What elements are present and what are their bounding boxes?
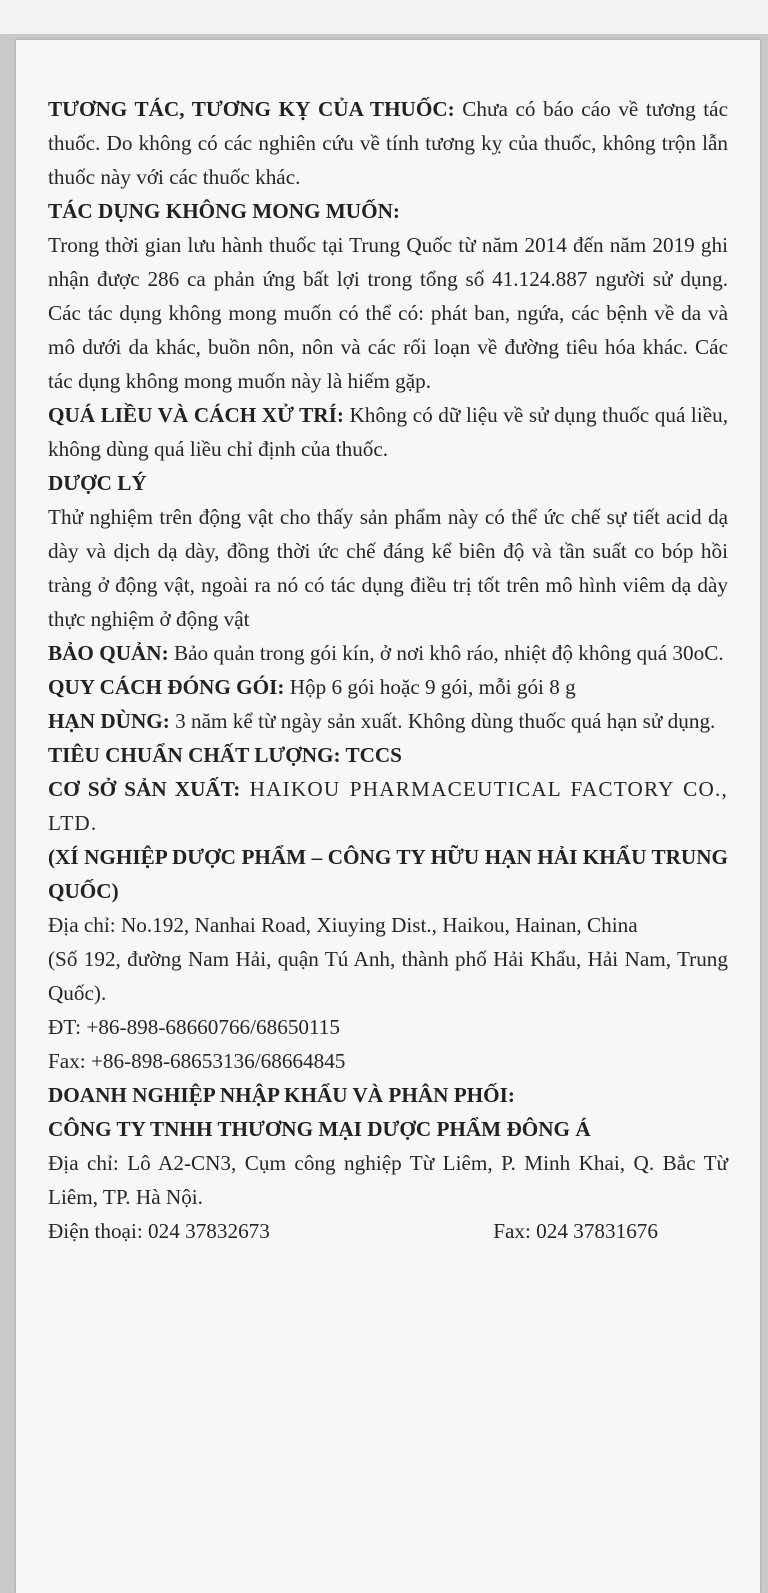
overdose-section xyxy=(48,398,728,466)
pharmacology-heading: DƯỢC LÝ xyxy=(48,471,147,495)
manufacturer-section xyxy=(48,772,728,840)
side-effects-text: Trong thời gian lưu hành thuốc tại Trung Quốc từ năm 2014 đến năm 2019 ghi nhận được 286 ca phản ứng bất lợi trong tổng số 41.124.887 người sử dụng. Các tác dụng không mong muốn có thể có: phát ban, ngứa, các bệnh về da và mô dưới da khác, buồn nôn, nôn và các rối loạn về đường tiêu hóa khác. Các tác dụng không mong muốn này là hiếm gặp. xyxy=(48,233,728,393)
manufacturer-label: CƠ SỞ SẢN XUẤT: xyxy=(48,777,241,801)
manufacturer-address: Địa chỉ: No.192, Nanhai Road, Xiuying Dist., Haikou, Hainan, China xyxy=(48,913,638,937)
manufacturer-fax: Fax: +86-898-68653136/68664845 xyxy=(48,1049,346,1073)
side-effects-heading: TÁC DỤNG KHÔNG MONG MUỐN: xyxy=(48,199,400,223)
packaging-label: QUY CÁCH ĐÓNG GÓI: xyxy=(48,675,285,699)
overdose-label: QUÁ LIỀU VÀ CÁCH XỬ TRÍ: xyxy=(48,403,344,427)
pharmacology-text: Thử nghiệm trên động vật cho thấy sản phẩm này có thể ức chế sự tiết acid dạ dày và dịch dạ dày, đồng thời ức chế đáng kể biên độ và tần suất co bóp hồi tràng ở động vật, ngoài ra nó có tác dụng điều trị tốt trên mô hình viêm dạ dày thực nghiệm ở động vật xyxy=(48,505,728,631)
shelf-life-text: 3 năm kể từ ngày sản xuất. Không dùng thuốc quá hạn sử dụng. xyxy=(169,709,716,733)
manufacturer-name: HAIKOU PHARMACEUTICAL FACTORY CO., LTD. xyxy=(48,777,729,835)
shelf-life-section xyxy=(48,704,728,738)
storage-text: Bảo quản trong gói kín, ở nơi khô ráo, nhiệt độ không quá 30oC. xyxy=(168,641,724,665)
leaflet-text xyxy=(48,92,728,1248)
importer-address: Địa chỉ: Lô A2-CN3, Cụm công nghiệp Từ Liêm, P. Minh Khai, Q. Bắc Từ Liêm, TP. Hà Nội. xyxy=(48,1151,728,1209)
manufacturer-address-vi: (Số 192, đường Nam Hải, quận Tú Anh, thành phố Hải Khẩu, Hải Nam, Trung Quốc). xyxy=(48,947,728,1005)
quality-standard-section xyxy=(48,738,728,772)
importer-company: CÔNG TY TNHH THƯƠNG MẠI DƯỢC PHẨM ĐÔNG Á xyxy=(48,1117,591,1141)
manufacturer-phone: ĐT: +86-898-68660766/68650115 xyxy=(48,1015,340,1039)
importer-phone: Điện thoại: 024 37832673 xyxy=(48,1219,270,1243)
storage-label: BẢO QUẢN: xyxy=(48,641,169,665)
interactions-section xyxy=(48,92,728,194)
background-strip xyxy=(0,0,768,34)
importer-heading: DOANH NGHIỆP NHẬP KHẨU VÀ PHÂN PHỐI: xyxy=(48,1083,515,1107)
interactions-label: TƯƠNG TÁC, TƯƠNG KỴ CỦA THUỐC: xyxy=(48,97,455,121)
quality-standard-text: TCCS xyxy=(340,743,402,767)
importer-contact xyxy=(48,1214,728,1248)
manufacturer-name-vi: (XÍ NGHIỆP DƯỢC PHẨM – CÔNG TY HỮU HẠN HẢI KHẨU TRUNG QUỐC) xyxy=(48,845,728,903)
storage-section xyxy=(48,636,728,670)
overdose-text: Không có dữ liệu về sử dụng thuốc quá liều, không dùng quá liều chỉ định của thuốc. xyxy=(48,403,728,461)
packaging-section xyxy=(48,670,728,704)
packaging-text: Hộp 6 gói hoặc 9 gói, mỗi gói 8 g xyxy=(284,675,576,699)
shelf-life-label: HẠN DÙNG: xyxy=(48,709,170,733)
importer-fax: Fax: 024 37831676 xyxy=(493,1219,658,1243)
interactions-text: Chưa có báo cáo về tương tác thuốc. Do không có các nghiên cứu về tính tương kỵ của thuốc, không trộn lẫn thuốc này với các thuốc khác. xyxy=(48,97,728,189)
quality-standard-label: TIÊU CHUẨN CHẤT LƯỢNG: xyxy=(48,743,341,767)
